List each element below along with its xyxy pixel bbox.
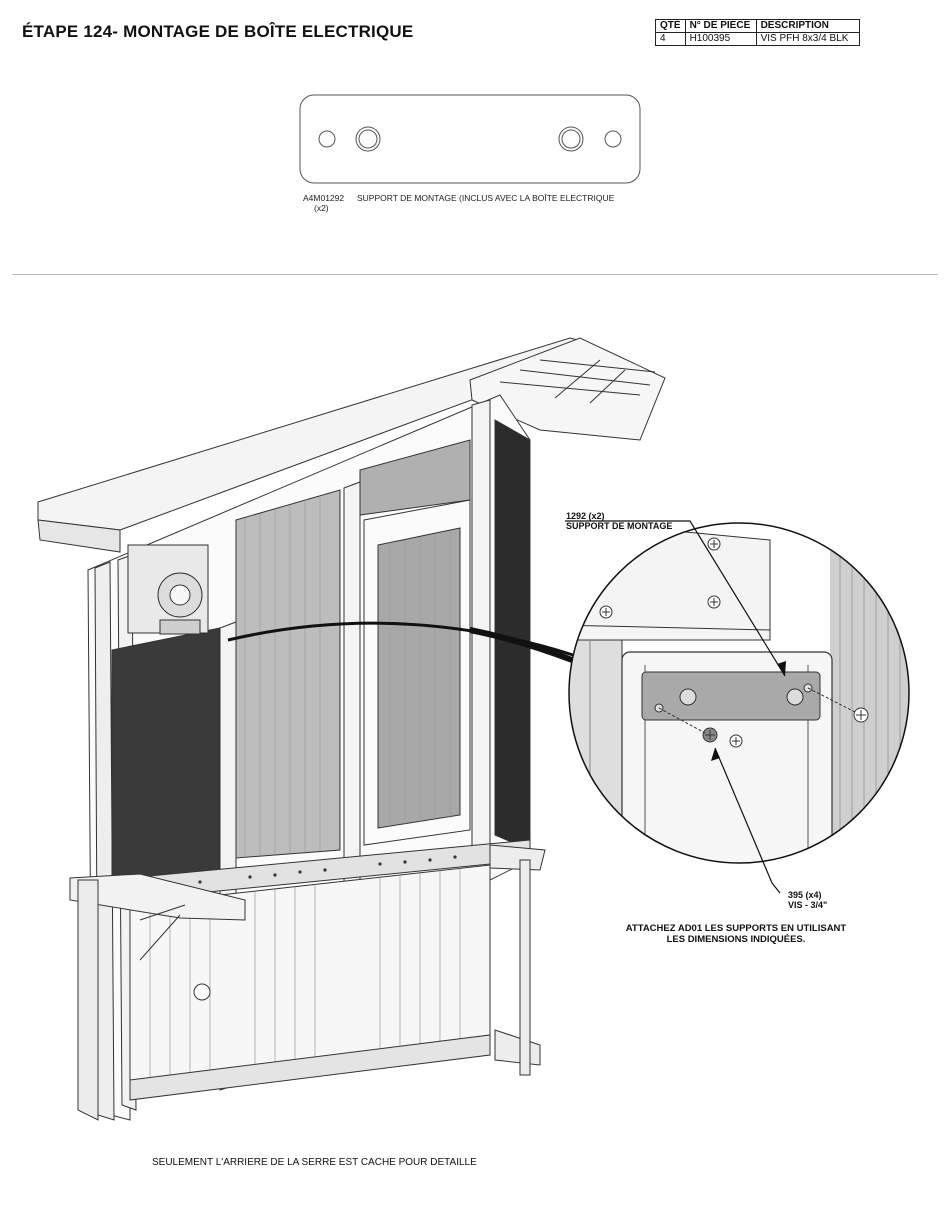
header-qty: QTÉ [656,20,686,33]
header-description: DESCRIPTION [756,20,859,33]
section-divider [12,274,938,275]
footer-note: SEULEMENT L'ARRIERE DE LA SERRE EST CACHE POUR DETAILLE [152,1157,477,1168]
bracket-part-number: A4M01292 [303,193,345,203]
cell-description: VIS PFH 8x3/4 BLK [756,33,859,46]
bracket-description: SUPPORT DE MONTAGE (INCLUS AVEC LA BOÎTE ELECTRIQUE [357,193,615,203]
assembly-note [600,923,872,945]
note-line-1: ATTACHEZ AD01 LES SUPPORTS EN UTILISANT [625,923,847,934]
cell-part-number: H100395 [685,33,756,46]
detail-view [560,520,920,893]
bracket-quantity: (x2) [314,203,329,213]
header-part-number: N° DE PIECE [685,20,756,33]
callout-screw-name: VIS - 3/4" [788,900,828,910]
cell-qty: 4 [656,33,686,46]
callout-bracket-name: SUPPORT DE MONTAGE [566,521,673,531]
callout-bracket-qty: 1292 (x2) [566,511,605,521]
note-line-2: LES DIMENSIONS INDIQUÉES. [666,934,806,945]
page-title: ÉTAPE 124- MONTAGE DE BOÎTE ELECTRIQUE [22,22,414,41]
greenhouse-wall [38,338,665,1120]
callout-screw-qty: 395 (x4) [788,890,822,900]
bracket-part-drawing [300,95,640,183]
